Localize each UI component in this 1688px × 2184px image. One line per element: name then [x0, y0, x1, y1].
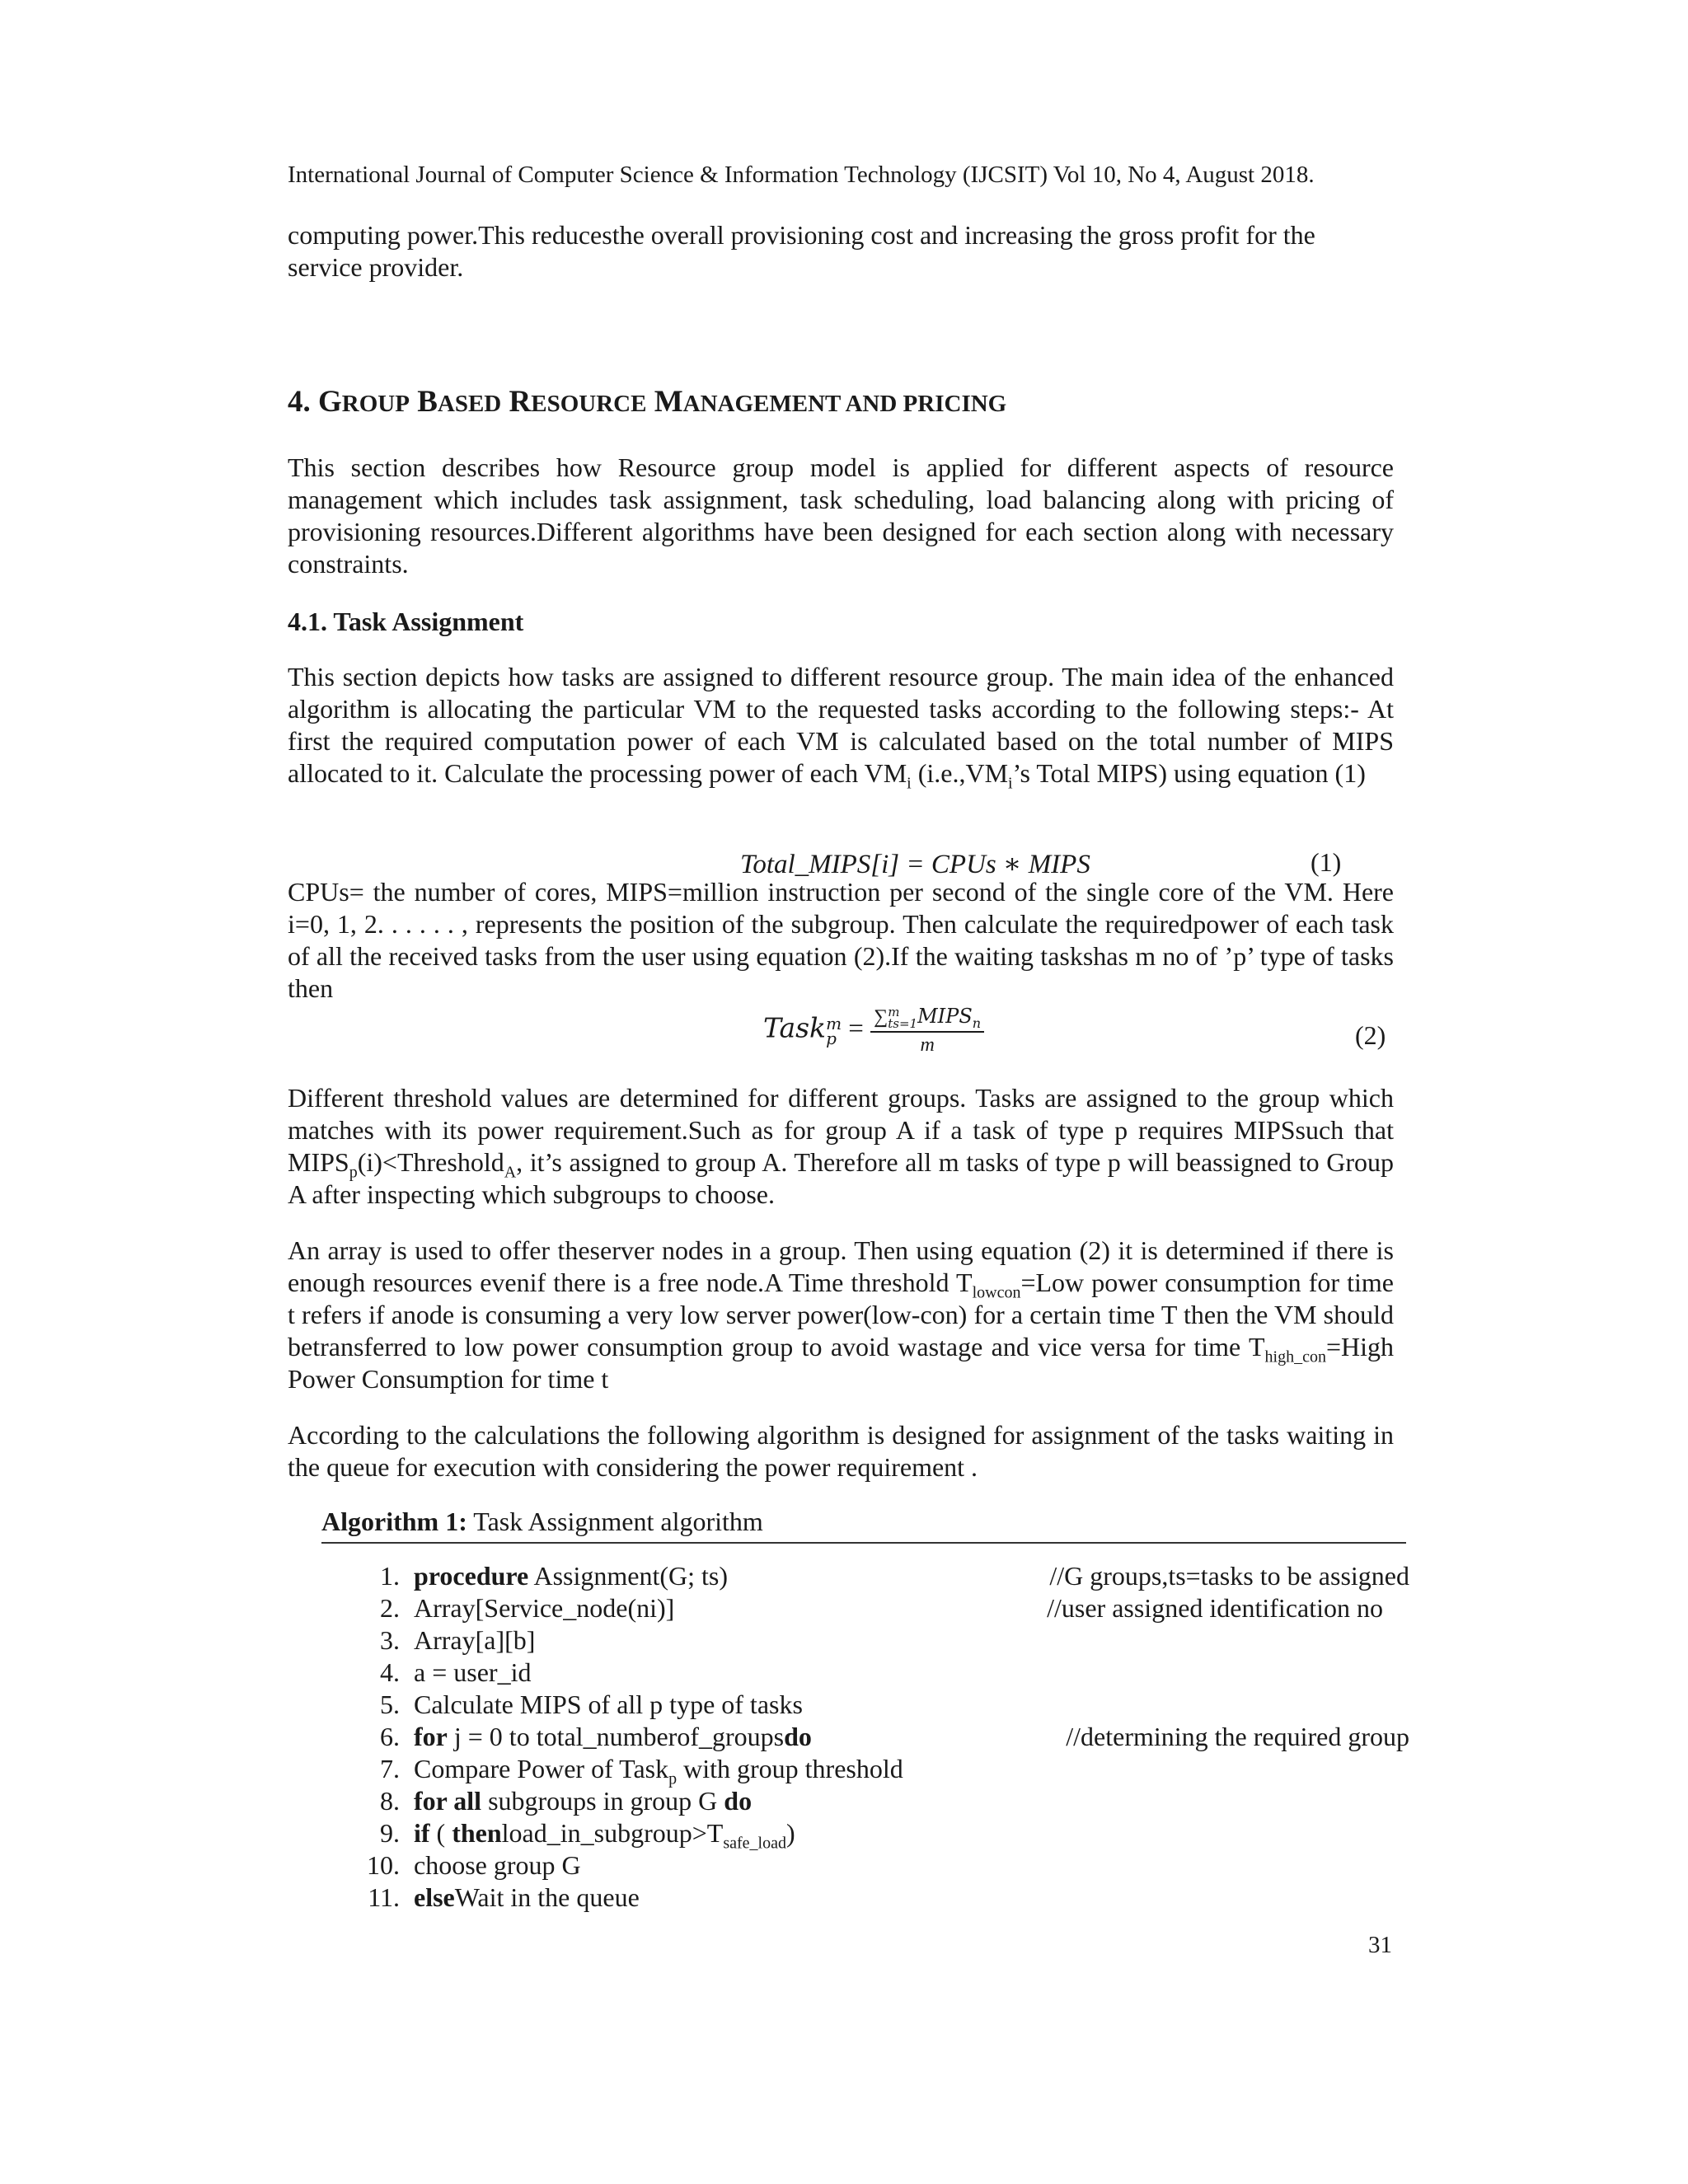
keyword: else [414, 1882, 455, 1912]
para-text: , it’s assigned to group A. Therefore all m tasks of type p will beassigned to Group A after inspecting which subgroups to choose. [288, 1147, 1394, 1209]
para-text: (i.e.,VM [911, 758, 1009, 788]
equation-1-number: (1) [1311, 847, 1342, 877]
keyword: for [414, 1722, 448, 1751]
algorithm-line [321, 1689, 1409, 1721]
paragraph-algorithm-intro: According to the calculations the following algorithm is designed for assignment of the tasks waiting in the queue for execution with considering the power requirement . [288, 1420, 1394, 1482]
line-comment: //user assigned identification no [1047, 1593, 1383, 1623]
keyword: if [414, 1818, 430, 1848]
para-text: (i)<Threshold [357, 1147, 504, 1177]
line-code [414, 1624, 535, 1657]
eq2-denominator: m [920, 1034, 935, 1057]
code-text: subgroups in group G [481, 1786, 724, 1816]
sum-upper: m [888, 1005, 900, 1020]
algorithm-name: Task Assignment algorithm [467, 1507, 763, 1536]
section-number: 4. [288, 385, 311, 419]
sum-term: MIPS [917, 1005, 973, 1028]
sum-term-sub: n [972, 1015, 982, 1031]
equation-2 [763, 1004, 984, 1057]
line-number: 2. [380, 1593, 400, 1623]
heading-smallcaps: ASED [437, 391, 502, 417]
running-header: International Journal of Computer Science & Information Technology (IJCSIT) Vol 10, No 4, August 2018. [288, 162, 1315, 188]
subscript: i [1008, 774, 1013, 793]
eq2-lhs-sup: m [826, 1013, 842, 1033]
subsection-heading: 4.1. Task Assignment [288, 607, 524, 636]
algorithm-line [321, 1657, 1409, 1689]
code-text: ( [429, 1818, 452, 1848]
sum-lower: ts=1 [888, 1016, 918, 1032]
equation-2-number: (2) [1355, 1020, 1386, 1050]
line-code [414, 1882, 640, 1914]
eq2-fraction [870, 1004, 984, 1057]
line-code [414, 1817, 795, 1853]
heading-cap: R [509, 385, 532, 419]
subscript: p [349, 1163, 358, 1182]
line-number: 11. [368, 1882, 400, 1912]
code-text: Array[Service_node(ni)] [414, 1593, 675, 1623]
algorithm-line [321, 1721, 1409, 1753]
paragraph-task-assignment [288, 661, 1394, 793]
line-number: 6. [380, 1722, 400, 1751]
heading-smallcaps: ESOURCE [531, 391, 647, 417]
line-number: 1. [380, 1561, 400, 1591]
heading-cap: G [318, 385, 342, 419]
line-comment: //determining the required group [1066, 1722, 1409, 1751]
section-heading [288, 384, 1006, 419]
line-comment: //G groups,ts=tasks to be assigned [1049, 1561, 1409, 1591]
algorithm-rule [321, 1542, 1406, 1544]
paragraph-thresholds [288, 1082, 1394, 1211]
line-code [414, 1785, 752, 1817]
code-text: ) [785, 1818, 795, 1848]
algorithm-label: Algorithm 1: [321, 1507, 467, 1536]
eq2-lhs-indices [826, 1013, 842, 1048]
subscript: lowcon [972, 1283, 1021, 1302]
subscript: safe_load [723, 1834, 786, 1853]
code-text: load_in_subgroup>T [501, 1818, 724, 1848]
page-number: 31 [1368, 1932, 1392, 1958]
code-text: Compare Power of Task [414, 1754, 669, 1783]
intro-line-2: service provider. [288, 252, 464, 282]
algorithm-line [321, 1817, 1409, 1853]
keyword: do [784, 1722, 812, 1751]
line-number: 3. [380, 1625, 400, 1655]
algorithm-title [321, 1507, 763, 1537]
heading-smallcaps: ROUP [341, 391, 410, 417]
code-text: Array[a][b] [414, 1625, 536, 1655]
algorithm-line [321, 1753, 1409, 1788]
line-code [414, 1689, 803, 1721]
line-number: 7. [380, 1754, 400, 1783]
para-text: Different threshold values are determined for different groups. Tasks are assigned to the group which matches with its power requirement.Such as for group A if a task of type p requires MIPSsuch that MIPS [288, 1083, 1394, 1177]
algorithm-line [321, 1882, 1409, 1914]
code-text: Assignment(G; ts) [528, 1561, 729, 1591]
eq2-lhs: Task [763, 1011, 827, 1044]
heading-cap: B [417, 385, 438, 419]
algorithm-line [321, 1560, 1409, 1592]
paragraph-intro: This section describes how Resource group model is applied for different aspects of resource management which includes task assignment, task scheduling, load balancing along with pricing of provisioning resources.Different algorithms have been designed for each section along with necessary constraints. [288, 452, 1394, 579]
subscript: A [504, 1163, 517, 1182]
sum-symbol: ∑ [874, 1006, 889, 1028]
para-text: This section depicts how tasks are assigned to different resource group. The main idea of the enhanced algorithm is allocating the particular VM to the requested tasks according to the following steps:- At first the required computation power of each VM is calculated based on the total number of MIPS allocated to it. Calculate the processing power of each VM [288, 662, 1394, 788]
keyword: procedure [414, 1561, 529, 1591]
code-text: j = 0 to total_numberof_groups [447, 1722, 785, 1751]
subscript: i [907, 774, 912, 793]
line-number: 8. [380, 1786, 400, 1816]
eq2-equals: = [848, 1014, 864, 1044]
line-code [414, 1721, 812, 1753]
eq2-lhs-sub: p [826, 1028, 837, 1048]
algorithm-line [321, 1785, 1409, 1817]
code-text: Calculate MIPS of all p type of tasks [414, 1690, 803, 1719]
subscript: high_con [1264, 1347, 1326, 1366]
line-code [414, 1560, 728, 1592]
code-text: Wait in the queue [454, 1882, 640, 1912]
keyword: then [452, 1818, 502, 1848]
line-code [414, 1592, 674, 1624]
line-number: 10. [367, 1850, 400, 1880]
line-code [414, 1849, 581, 1882]
code-text: with group threshold [677, 1754, 903, 1783]
eq2-numerator [870, 1004, 984, 1033]
keyword: for all [414, 1786, 482, 1816]
line-code [414, 1753, 903, 1788]
line-number: 4. [380, 1657, 400, 1687]
algorithm-line [321, 1849, 1409, 1882]
heading-smallcaps: ANAGEMENT AND PRICING [682, 391, 1007, 417]
keyword: do [724, 1786, 753, 1816]
line-code [414, 1657, 531, 1689]
paragraph-time-threshold [288, 1235, 1394, 1395]
algorithm-line [321, 1624, 1409, 1657]
sum-limits [888, 1005, 918, 1032]
code-text: choose group G [414, 1850, 581, 1880]
para-text: =High Power Consumption for time t [288, 1332, 1394, 1394]
line-number: 5. [380, 1690, 400, 1719]
heading-cap: M [654, 385, 683, 419]
equation-1: Total_MIPS[i] = CPUs ∗ MIPS [740, 850, 1090, 879]
para-text: =Low power consumption for time t refers if anode is consuming a very low server power(low-con) for a certain time T then the VM should betransferred to low power consumption group to avoid wastage and vice versa for time T [288, 1268, 1395, 1361]
intro-line-1: computing power.This reducesthe overall provisioning cost and increasing the gross profit for the [288, 220, 1315, 250]
para-text: ’s Total MIPS) using equation (1) [1012, 758, 1366, 788]
line-number: 9. [380, 1818, 400, 1848]
para-text: An array is used to offer theserver nodes in a group. Then using equation (2) it is determined if there is enough resources evenif there is a free node.A Time threshold T [288, 1235, 1394, 1297]
paragraph-cpus-definition: CPUs= the number of cores, MIPS=million instruction per second of the single core of the VM. Here i=0, 1, 2. . . . . . , represents the position of the subgroup. Then calculate the requiredpower of each task of all the received tasks from the user using equation (2).If the waiting taskshas m no of ’p’ type of tasks then [288, 877, 1394, 1003]
subscript: p [668, 1769, 678, 1788]
code-text: a = user_id [414, 1657, 532, 1687]
algorithm-line [321, 1592, 1409, 1624]
